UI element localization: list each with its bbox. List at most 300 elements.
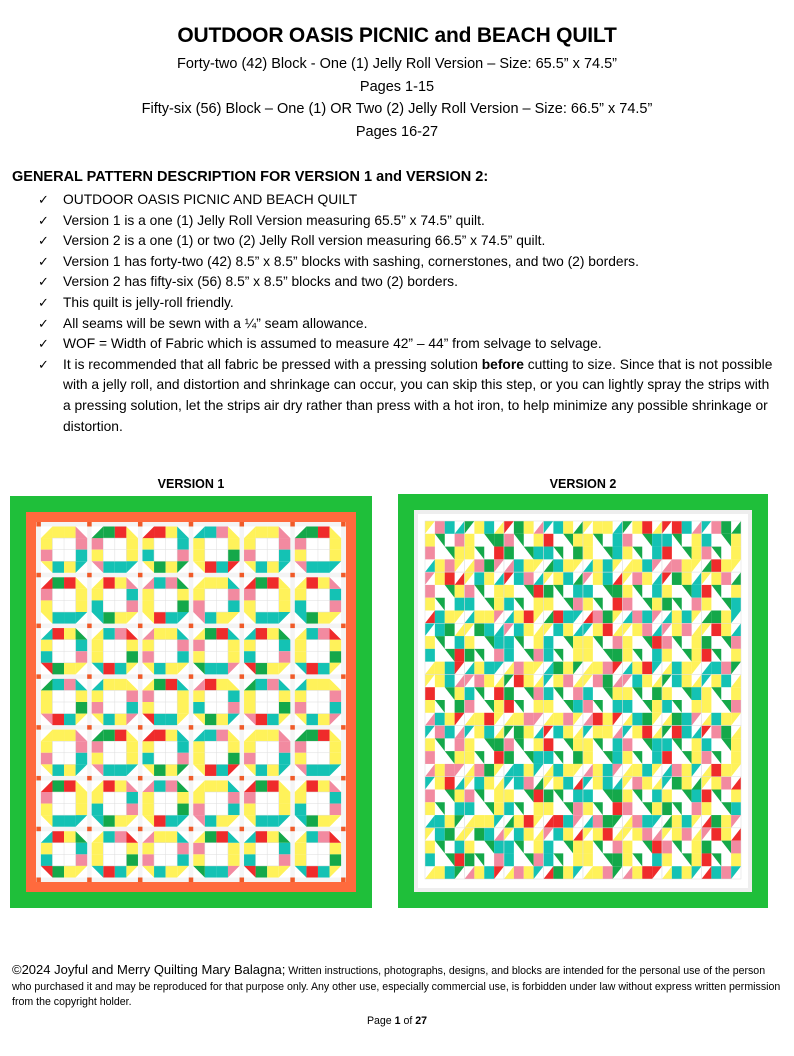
block-edge-patch [544,598,554,611]
block-edge-patch [692,738,702,751]
block-edge-patch [504,534,514,547]
block-edge-patch [92,690,104,702]
block-edge-patch [267,815,279,827]
block-edge-patch [76,702,88,714]
block-edge-patch [435,777,445,790]
quilt-block [41,831,87,877]
block-edge-patch [279,854,291,866]
block-edge-patch [256,866,268,878]
block-edge-patch [534,649,544,662]
cornerstone [138,827,143,832]
block-edge-patch [445,726,455,739]
block-edge-patch [330,804,342,816]
block-edge-patch [465,790,475,803]
block-edge-patch [563,521,573,534]
list-item-text: Version 2 has fifty-six (56) 8.5” x 8.5” blocks and two (2) borders. [63,274,458,290]
block-edge-patch [115,628,127,640]
block-edge-patch [563,726,573,739]
block-edge-patch [92,640,104,652]
check-icon: ✓ [38,253,49,269]
block-edge-patch [702,547,712,560]
block-edge-patch [177,792,189,804]
block-edge-patch [474,866,484,879]
block-edge-patch [731,853,741,866]
block-edge-patch [445,713,455,726]
list-item-text: All seams will be sewn with a ¼” seam allowance. [63,315,368,331]
block-edge-patch [267,527,279,539]
block-edge-patch [193,804,205,816]
block-edge-patch [330,589,342,601]
block-edge-patch [642,674,652,687]
cornerstone [36,776,41,781]
quilt-block [244,679,290,725]
block-edge-patch [64,831,76,843]
block-edge-patch [623,853,633,866]
block-edge-patch [494,700,504,713]
block-edge-patch [115,764,127,776]
block-edge-patch [455,841,465,854]
block-edge-patch [455,738,465,751]
block-edge-patch [244,792,256,804]
block-edge-patch [632,815,642,828]
quilt-block [244,831,290,877]
block-edge-patch [544,738,554,751]
block-edge-patch [279,600,291,612]
block-edge-patch [52,831,64,843]
block-edge-patch [553,713,563,726]
check-icon: ✓ [38,356,49,372]
block-edge-patch [435,764,445,777]
block-edge-patch [425,853,435,866]
quilt-block [92,780,138,826]
cornerstone [189,674,194,679]
block-edge-patch [64,577,76,589]
block-edge-patch [484,815,494,828]
block-edge-patch [256,815,268,827]
block-edge-patch [76,550,88,562]
block-edge-patch [613,547,623,560]
list-item [38,293,778,314]
block-edge-patch [465,751,475,764]
block-edge-patch [425,534,435,547]
block-edge-patch [256,628,268,640]
block-edge-patch [662,547,672,560]
block-edge-patch [474,623,484,636]
block-edge-patch [514,674,524,687]
block-edge-patch [711,726,721,739]
block-edge-patch [632,726,642,739]
block-edge-patch [583,841,593,854]
block-edge-patch [632,713,642,726]
block-edge-patch [103,831,115,843]
block-edge-patch [504,598,514,611]
block-edge-patch [103,815,115,827]
quilt-block [702,726,742,777]
block-edge-patch [76,600,88,612]
block-edge-patch [682,764,692,777]
block-edge-patch [177,538,189,550]
copyright-text: Written instructions, photographs, designs, and blocks are intended for the personal use of the person who purchased it and may be reproduced for that purpose only. Any other use, especially commercial use, is forbidden under law without express written permission from the copyright holder. [12,965,781,1008]
block-edge-patch [702,636,712,649]
block-edge-patch [652,790,662,803]
block-edge-patch [642,572,652,585]
quilt-block [142,730,188,776]
block-edge-patch [544,649,554,662]
list-item [38,314,778,335]
block-edge-patch [573,751,583,764]
block-edge-patch [330,792,342,804]
block-edge-patch [692,547,702,560]
block-edge-patch [142,589,154,601]
block-edge-patch [445,572,455,585]
block-edge-patch [514,726,524,739]
block-edge-patch [103,866,115,878]
block-edge-patch [563,777,573,790]
block-edge-patch [177,843,189,855]
block-edge-patch [563,866,573,879]
block-edge-patch [228,753,240,765]
block-edge-patch [672,726,682,739]
block-edge-patch [632,828,642,841]
page-title: OUTDOOR OASIS PICNIC and BEACH QUILT [177,24,617,47]
block-edge-patch [672,662,682,675]
block-edge-patch [76,589,88,601]
block-edge-patch [731,700,741,713]
block-edge-patch [279,550,291,562]
block-edge-patch [702,751,712,764]
block-edge-patch [115,612,127,624]
block-edge-patch [205,561,217,573]
page-number [0,1015,794,1027]
block-edge-patch [115,866,127,878]
quilt-block [295,679,341,725]
block-edge-patch [672,572,682,585]
block-edge-patch [177,550,189,562]
block-edge-patch [731,790,741,803]
block-edge-patch [662,790,672,803]
block-edge-patch [514,828,524,841]
block-edge-patch [435,815,445,828]
block-edge-patch [267,730,279,742]
block-edge-patch [330,651,342,663]
block-edge-patch [563,662,573,675]
block-edge-patch [632,559,642,572]
block-edge-patch [256,714,268,726]
check-icon: ✓ [38,294,49,310]
block-edge-patch [166,577,178,589]
block-edge-patch [702,738,712,751]
block-edge-patch [465,841,475,854]
block-edge-patch [64,561,76,573]
cornerstone [138,725,143,730]
quilt-block [544,623,584,674]
block-edge-patch [721,662,731,675]
block-edge-patch [721,572,731,585]
block-edge-patch [702,853,712,866]
block-edge-patch [702,700,712,713]
block-edge-patch [256,764,268,776]
block-edge-patch [544,802,554,815]
block-edge-patch [484,777,494,790]
block-edge-patch [193,702,205,714]
block-edge-patch [623,534,633,547]
block-edge-patch [573,649,583,662]
block-edge-patch [721,521,731,534]
block-edge-patch [193,854,205,866]
block-edge-patch [583,636,593,649]
quilt-block [662,828,702,879]
block-edge-patch [573,700,583,713]
block-edge-patch [330,741,342,753]
block-edge-patch [154,815,166,827]
block-edge-patch [494,534,504,547]
block-edge-patch [435,662,445,675]
block-edge-patch [455,790,465,803]
block-edge-patch [267,714,279,726]
description-heading: GENERAL PATTERN DESCRIPTION FOR VERSION 1 and VERSION 2: [12,169,489,185]
cornerstone [189,878,194,883]
block-edge-patch [662,738,672,751]
block-edge-patch [64,866,76,878]
page-current: 1 [394,1015,401,1027]
block-edge-patch [563,828,573,841]
page-mid: of [400,1015,416,1027]
block-edge-patch [573,585,583,598]
block-edge-patch [702,585,712,598]
block-edge-patch [524,764,534,777]
block-edge-patch [103,628,115,640]
block-edge-patch [553,674,563,687]
block-edge-patch [435,572,445,585]
block-edge-patch [76,538,88,550]
block-edge-patch [435,623,445,636]
block-edge-patch [318,730,330,742]
block-edge-patch [504,585,514,598]
description-list [38,190,778,437]
block-edge-patch [682,815,692,828]
block-edge-patch [295,690,307,702]
block-edge-patch [721,764,731,777]
block-edge-patch [613,700,623,713]
check-icon: ✓ [38,274,49,290]
block-edge-patch [76,753,88,765]
block-edge-patch [76,690,88,702]
block-edge-patch [534,841,544,854]
block-edge-patch [279,792,291,804]
block-edge-patch [103,527,115,539]
block-edge-patch [193,753,205,765]
block-edge-patch [435,559,445,572]
block-edge-patch [142,854,154,866]
block-edge-patch [455,853,465,866]
block-edge-patch [205,612,217,624]
block-edge-patch [731,636,741,649]
block-edge-patch [205,577,217,589]
block-edge-patch [514,623,524,636]
block-edge-patch [514,713,524,726]
quilt-block [193,780,239,826]
block-edge-patch [193,538,205,550]
block-edge-patch [295,804,307,816]
block-edge-patch [445,521,455,534]
check-icon: ✓ [38,212,49,228]
block-edge-patch [244,589,256,601]
block-edge-patch [711,828,721,841]
block-edge-patch [306,866,318,878]
quilt-block [193,527,239,573]
quilt-block [41,527,87,573]
block-edge-patch [267,628,279,640]
block-edge-patch [632,777,642,790]
block-edge-patch [244,550,256,562]
block-edge-patch [573,738,583,751]
quilt-block [623,674,663,725]
block-edge-patch [672,764,682,777]
block-edge-patch [425,687,435,700]
block-edge-patch [593,764,603,777]
quilt-block [142,780,188,826]
cornerstone [189,725,194,730]
block-edge-patch [642,713,652,726]
cornerstone [240,878,245,883]
quilt-block [702,777,742,828]
quilt-block [702,623,742,674]
block-edge-patch [64,764,76,776]
block-edge-patch [216,612,228,624]
block-edge-patch [330,640,342,652]
block-edge-patch [702,790,712,803]
block-edge-patch [682,674,692,687]
block-edge-patch [692,585,702,598]
block-edge-patch [474,572,484,585]
block-edge-patch [318,764,330,776]
block-edge-patch [228,843,240,855]
quilt-block [662,572,702,623]
block-edge-patch [721,866,731,879]
block-edge-patch [652,802,662,815]
block-edge-patch [295,651,307,663]
quilt-block [142,679,188,725]
block-edge-patch [583,802,593,815]
block-edge-patch [544,636,554,649]
block-edge-patch [267,561,279,573]
block-edge-patch [534,687,544,700]
block-edge-patch [494,687,504,700]
block-edge-patch [544,585,554,598]
block-edge-patch [682,828,692,841]
quilt-block [193,679,239,725]
block-edge-patch [244,640,256,652]
cornerstone [87,674,92,679]
block-edge-patch [583,751,593,764]
quilt-block [295,527,341,573]
block-edge-patch [504,751,514,764]
block-edge-patch [267,764,279,776]
block-edge-patch [103,679,115,691]
quilt-block [544,674,584,725]
quilt-block [193,730,239,776]
list-item-pressing [38,355,778,437]
block-edge-patch [534,534,544,547]
block-edge-patch [193,589,205,601]
block-edge-patch [228,600,240,612]
block-edge-patch [318,612,330,624]
block-edge-patch [76,640,88,652]
block-edge-patch [41,640,53,652]
block-edge-patch [318,577,330,589]
block-edge-patch [455,687,465,700]
block-edge-patch [524,713,534,726]
block-edge-patch [642,521,652,534]
block-edge-patch [731,585,741,598]
block-edge-patch [484,572,494,585]
block-edge-patch [702,802,712,815]
block-edge-patch [524,521,534,534]
block-edge-patch [445,777,455,790]
block-edge-patch [64,527,76,539]
block-edge-patch [682,713,692,726]
quilt-block [583,726,623,777]
block-edge-patch [642,777,652,790]
block-edge-patch [504,841,514,854]
block-edge-patch [177,741,189,753]
cornerstone [189,624,194,629]
block-edge-patch [721,623,731,636]
cornerstone [138,878,143,883]
block-edge-patch [330,843,342,855]
block-edge-patch [295,741,307,753]
quilt-block [92,730,138,776]
quilt-block [623,572,663,623]
block-edge-patch [494,598,504,611]
block-edge-patch [126,753,138,765]
block-edge-patch [103,612,115,624]
block-edge-patch [672,521,682,534]
quilt-block [142,577,188,623]
cornerstone [240,725,245,730]
block-edge-patch [177,753,189,765]
block-edge-patch [52,679,64,691]
cornerstone [341,827,346,832]
block-edge-patch [154,764,166,776]
block-edge-patch [205,764,217,776]
block-edge-patch [731,738,741,751]
block-edge-patch [295,753,307,765]
block-edge-patch [474,611,484,624]
quilt-block [662,726,702,777]
block-edge-patch [682,572,692,585]
block-edge-patch [318,527,330,539]
block-edge-patch [652,636,662,649]
block-edge-patch [166,527,178,539]
block-edge-patch [484,674,494,687]
block-edge-patch [103,764,115,776]
block-edge-patch [474,726,484,739]
block-edge-patch [672,777,682,790]
page-total: 27 [415,1015,428,1027]
block-edge-patch [692,636,702,649]
block-edge-patch [465,547,475,560]
block-edge-patch [553,764,563,777]
block-edge-patch [692,700,702,713]
block-edge-patch [154,561,166,573]
block-edge-patch [154,577,166,589]
quilt-block [662,521,702,572]
block-edge-patch [672,611,682,624]
block-edge-patch [425,547,435,560]
block-edge-patch [228,640,240,652]
cornerstone [341,725,346,730]
